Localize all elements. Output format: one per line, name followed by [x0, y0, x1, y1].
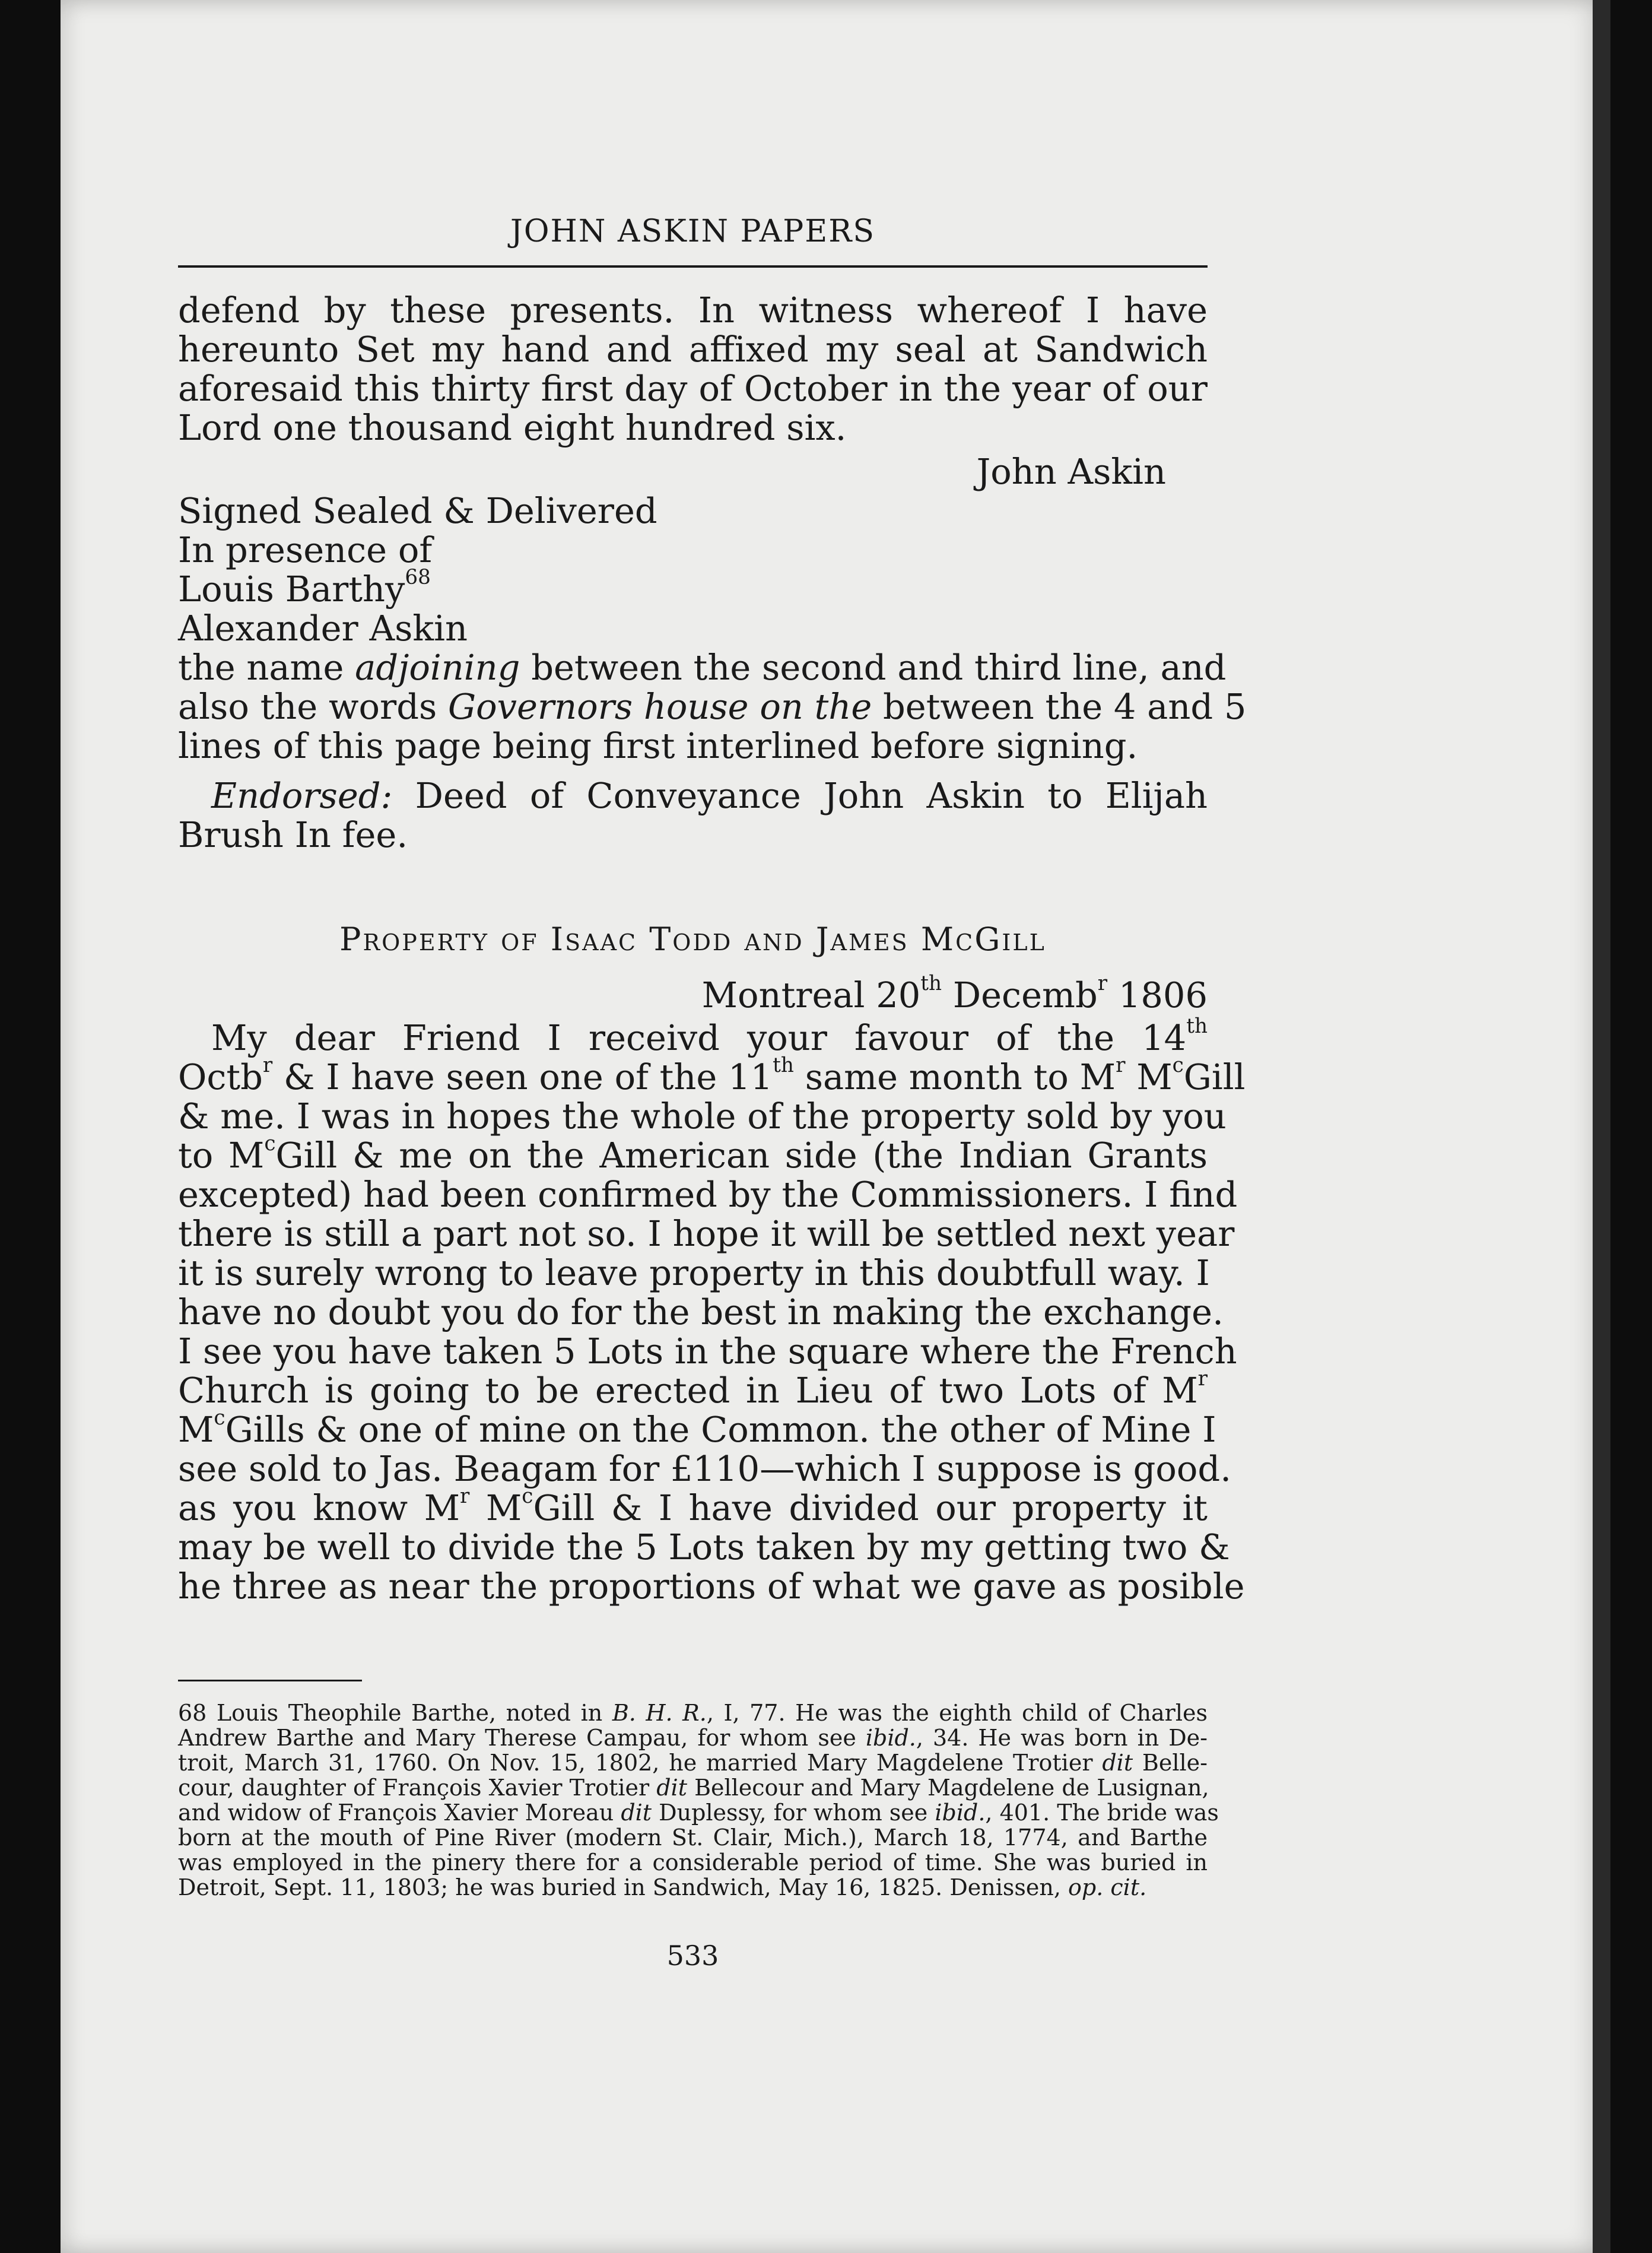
- superscript: th: [920, 971, 942, 995]
- footnote-italic: ibid.: [865, 1725, 916, 1751]
- deed-line: aforesaid this thirty first day of October in the year of our: [178, 368, 1208, 409]
- page-number: 533: [666, 1940, 719, 1972]
- superscript: r: [1116, 1053, 1126, 1077]
- letter-line: he three as near the proportions of what we gave as posible: [178, 1566, 1245, 1607]
- running-head: JOHN ASKIN PAPERS: [510, 214, 875, 249]
- footnote: [178, 1700, 1219, 1900]
- note-line: lines of this page being first interlined before signing.: [178, 725, 1138, 766]
- letter-line: [178, 1014, 1208, 1058]
- letter-line: I see you have taken 5 Lots in the square where the French: [178, 1331, 1237, 1372]
- paper-edge-shadow: [1593, 0, 1610, 2253]
- note-text: also the words: [178, 686, 449, 727]
- dateline-text: 1806: [1107, 975, 1208, 1016]
- dateline-text: Montreal 20: [701, 975, 921, 1016]
- footnote-italic: dit: [656, 1775, 687, 1801]
- footnote-italic: B. H. R.: [612, 1700, 707, 1726]
- letter-line: there is still a part not so. I hope it will be settled next year: [178, 1213, 1235, 1254]
- deed-line: Lord one thousand eight hundred six.: [178, 407, 847, 448]
- footnote-line: born at the mouth of Pine River (modern St. Clair, Mich.), March 18, 1774, and Barthe: [178, 1824, 1208, 1851]
- footnote-text: Detroit, Sept. 11, 1803; he was buried in Sandwich, May 16, 1825. Denissen,: [178, 1874, 1069, 1900]
- note-line: [178, 647, 1227, 688]
- letter-text: same month to M: [793, 1056, 1116, 1097]
- deed-line: hereunto Set my hand and affixed my seal at Sandwich: [178, 329, 1208, 370]
- footnote-text: Bellecour and Mary Magdelene de Lusignan,: [687, 1775, 1209, 1801]
- footnote-text: , 34. He was born in De-: [916, 1725, 1208, 1751]
- footnote-italic: dit: [1102, 1750, 1133, 1776]
- superscript: c: [214, 1405, 225, 1430]
- note-text: the name: [178, 647, 355, 688]
- letter-text: M: [469, 1487, 522, 1528]
- signature: John Askin: [976, 451, 1166, 492]
- footnote-line: [178, 1750, 1208, 1775]
- letter-text: Octb: [178, 1056, 263, 1097]
- letter-line: [178, 1484, 1208, 1528]
- letter-line: it is surely wrong to leave property in this doubtfull way. I: [178, 1252, 1210, 1293]
- letter-line: & me. I was in hopes the whole of the property sold by you: [178, 1096, 1227, 1137]
- letter-text: Gills & one of mine on the Common. the other of Mine I: [225, 1409, 1216, 1450]
- superscript: r: [460, 1484, 470, 1508]
- body-text: [178, 290, 1247, 1607]
- note-text: between the second and third line, and: [520, 647, 1227, 688]
- letter-line: see sold to Jas. Beagam for £110—which I suppose is good.: [178, 1448, 1231, 1489]
- superscript: th: [1186, 1014, 1208, 1038]
- witness-line: [178, 565, 1208, 610]
- letter-line: [178, 1405, 1216, 1450]
- footnote-line: [178, 1700, 1208, 1725]
- footnote-line: [178, 1775, 1208, 1800]
- witness-name: Louis Barthy: [178, 569, 405, 610]
- footnote-text: Duplessy, for whom see: [652, 1800, 935, 1826]
- letter-text: Gill & me on the American side (the Indian Grants: [275, 1135, 1208, 1176]
- footnote-italic: dit: [621, 1800, 652, 1826]
- superscript: r: [262, 1053, 273, 1077]
- letter-line: have no doubt you do for the best in making the exchange.: [178, 1291, 1224, 1332]
- endorsement-line: Brush In fee.: [178, 814, 408, 855]
- footnote-text: , 401. The bride was: [985, 1800, 1219, 1826]
- witness-line: Alexander Askin: [178, 608, 468, 649]
- superscript: th: [773, 1053, 794, 1077]
- footnote-text: Belle-: [1133, 1750, 1208, 1776]
- footnote-line: [178, 1875, 1208, 1900]
- footnote-italic: ibid.: [935, 1800, 986, 1826]
- dateline: [178, 971, 1208, 1016]
- footnote-text: troit, March 31, 1760. On Nov. 15, 1802, he married Mary Magdelene Trotier: [178, 1750, 1093, 1776]
- superscript: r: [1197, 1366, 1208, 1391]
- endorsement-text: Deed of Conveyance John Askin to Elijah: [392, 775, 1208, 816]
- footnote-ref: 68: [405, 565, 431, 589]
- letter-line: excepted) had been confirmed by the Commissioners. I find: [178, 1174, 1238, 1215]
- superscript: c: [264, 1131, 276, 1156]
- footnote-text: , I, 77. He was the eighth child of Charles: [706, 1700, 1208, 1726]
- footnote-line: [178, 1725, 1208, 1750]
- letter-text: Gill: [1183, 1056, 1246, 1097]
- witness-line: Signed Sealed & Delivered: [178, 490, 657, 531]
- letter-text: Gill & I have divided our property it: [533, 1487, 1208, 1528]
- letter-text: Church is going to be erected in Lieu of two Lots of M: [178, 1370, 1198, 1411]
- footnote-line: was employed in the pinery there for a considerable period of time. She was buried in: [178, 1849, 1208, 1876]
- superscript: r: [1097, 971, 1108, 995]
- superscript: c: [522, 1484, 533, 1508]
- endorsement-line: [178, 776, 1208, 815]
- endorsement-label: Endorsed:: [211, 775, 393, 816]
- letter-text: M: [1125, 1056, 1173, 1097]
- letter-line: [178, 1366, 1208, 1411]
- footnote-text: 68 Louis Theophile Barthe, noted in: [178, 1700, 612, 1726]
- note-text: between the 4 and 5: [872, 686, 1247, 727]
- letter-line: may be well to divide the 5 Lots taken by my getting two &: [178, 1527, 1230, 1567]
- deed-line: defend by these presents. In witness whereof I have: [178, 290, 1208, 331]
- footnote-text: cour, daughter of François Xavier Trotier: [178, 1775, 657, 1801]
- note-italic: adjoining: [355, 647, 520, 688]
- letter-text: M: [178, 1409, 214, 1450]
- footnote-line: [178, 1800, 1219, 1826]
- letter-text: as you know M: [178, 1487, 460, 1528]
- letter-line: [178, 1053, 1246, 1097]
- superscript: c: [1172, 1053, 1184, 1077]
- note-line: [178, 686, 1247, 727]
- footnote-text: Andrew Barthe and Mary Therese Campau, for whom see: [178, 1725, 866, 1751]
- witness-line: In presence of: [178, 529, 433, 570]
- footnote-rule: [178, 1680, 362, 1681]
- section-title: Property of Isaac Todd and James McGill: [339, 921, 1046, 958]
- header-rule: [178, 265, 1208, 268]
- letter-text: My dear Friend I receivd your favour of the 14: [211, 1017, 1187, 1058]
- letter-text: to M: [178, 1135, 265, 1176]
- footnote-text: and widow of François Xavier Moreau: [178, 1800, 621, 1826]
- note-italic: Governors house on the: [448, 686, 872, 727]
- letter-text: & I have seen one of the 11: [272, 1056, 773, 1097]
- dateline-text: Decemb: [942, 975, 1098, 1016]
- footnote-italic: op. cit.: [1068, 1874, 1147, 1900]
- letter-line: [178, 1131, 1208, 1176]
